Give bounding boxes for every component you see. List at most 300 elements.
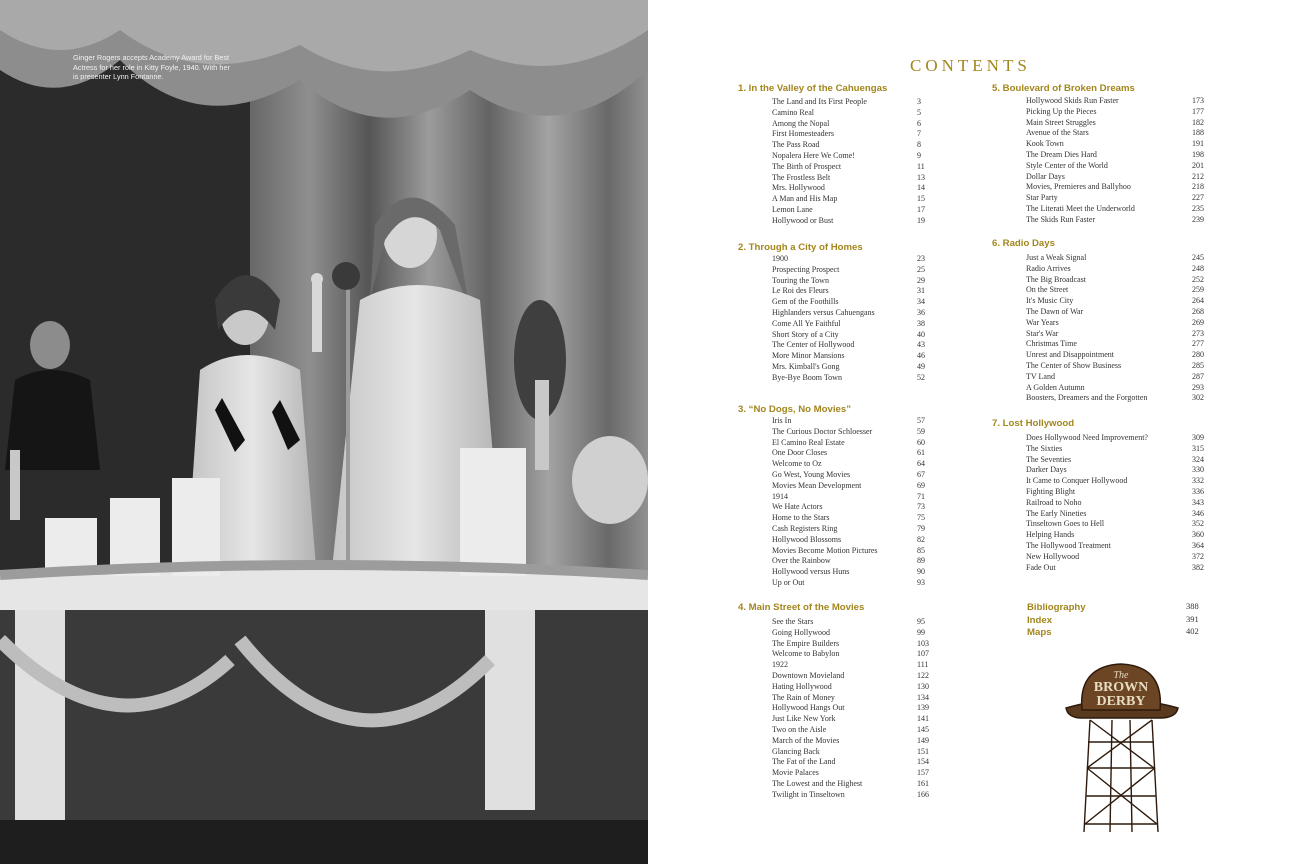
toc-entry-page: 19	[917, 215, 925, 225]
toc-entry[interactable]	[772, 129, 921, 140]
toc-entry[interactable]	[772, 437, 925, 449]
toc-entry-page: 103	[917, 638, 929, 648]
toc-entry-page: 141	[917, 714, 929, 724]
toc-entry-label: Christmas Time	[1026, 339, 1077, 349]
toc-entry[interactable]	[772, 534, 925, 546]
toc-entry-label: Le Roi des Fleurs	[772, 286, 829, 296]
backmatter-item-bibliography[interactable]	[1027, 600, 1199, 613]
section-title: 7. Lost Hollywood	[992, 418, 1075, 429]
toc-entry[interactable]	[772, 480, 925, 492]
toc-entry[interactable]	[772, 264, 925, 276]
toc-entry-label: New Hollywood	[1026, 551, 1080, 561]
toc-entry[interactable]	[1026, 382, 1204, 394]
toc-entry-label: Going Hollywood	[772, 627, 830, 637]
toc-entry[interactable]	[772, 297, 925, 308]
toc-entry-page: 134	[917, 692, 929, 702]
toc-entry-label: 1922	[772, 660, 788, 670]
toc-entry-page: 67	[917, 469, 925, 479]
toc-entry-page: 61	[917, 448, 925, 458]
section-entries	[772, 416, 925, 589]
toc-entry[interactable]	[772, 318, 925, 330]
toc-entry-label: Iris In	[772, 416, 792, 425]
toc-entry-page: 330	[1192, 465, 1204, 475]
toc-entry[interactable]	[1026, 203, 1204, 215]
toc-entry-label: It's Music City	[1026, 296, 1074, 306]
toc-entry-label: Does Hollywood Need Improvement?	[1026, 433, 1148, 442]
toc-entry[interactable]	[1026, 476, 1204, 487]
toc-entry-page: 252	[1192, 274, 1204, 284]
toc-entry-label: Hollywood versus Huns	[772, 567, 850, 577]
section-entries	[772, 97, 925, 227]
toc-entry[interactable]	[772, 627, 925, 639]
toc-entry-page: 346	[1192, 508, 1204, 518]
toc-entry[interactable]	[772, 724, 929, 736]
toc-entry[interactable]	[1026, 296, 1204, 307]
toc-entry-page: 75	[917, 513, 925, 523]
toc-entry-page: 324	[1192, 454, 1204, 464]
toc-entry-label: The Land and Its First People	[772, 97, 867, 106]
toc-entry[interactable]	[772, 670, 929, 682]
toc-entry-label: Tinseltown Goes to Hell	[1026, 519, 1105, 529]
backmatter-label: Bibliography	[1027, 602, 1086, 613]
toc-entry-page: 59	[917, 426, 925, 436]
toc-entry-page: 309	[1192, 433, 1204, 442]
toc-entry-label: Movie Palaces	[772, 768, 819, 778]
toc-entry-page: 90	[917, 567, 925, 577]
toc-entry-label: 1900	[772, 254, 788, 263]
toc-entry-page: 7	[917, 129, 921, 139]
toc-entry-page: 17	[917, 204, 925, 214]
toc-entry-page: 239	[1192, 214, 1204, 224]
toc-entry-page: 9	[917, 150, 921, 160]
toc-entry[interactable]	[772, 416, 925, 427]
toc-entry[interactable]	[772, 340, 925, 351]
toc-entry[interactable]	[1026, 182, 1204, 193]
toc-entry-label: Dollar Days	[1026, 171, 1065, 181]
toc-entry-page: 25	[917, 264, 925, 274]
toc-entry[interactable]	[1026, 214, 1204, 226]
toc-entry-label: Railroad to Noho	[1026, 497, 1082, 507]
toc-entry-label: Lemon Lane	[772, 204, 813, 214]
toc-entry-label: Radio Arrives	[1026, 263, 1071, 273]
toc-entry-page: 161	[917, 778, 929, 788]
toc-entry-page: 218	[1192, 182, 1204, 192]
toc-entry-label: Downtown Movieland	[772, 670, 845, 680]
toc-entry[interactable]	[1026, 117, 1204, 129]
toc-entry-page: 277	[1192, 339, 1204, 349]
section-title: 5. Boulevard of Broken Dreams	[992, 83, 1135, 94]
toc-entry-label: The Center of Show Business	[1026, 360, 1122, 370]
toc-entry-page: 29	[917, 275, 925, 285]
toc-entry[interactable]	[772, 545, 925, 557]
toc-entry-label: Darker Days	[1026, 465, 1067, 475]
toc-entry-page: 259	[1192, 285, 1204, 295]
toc-entry[interactable]	[1026, 360, 1204, 372]
toc-entry-label: March of the Movies	[772, 735, 840, 745]
toc-entry-page: 43	[917, 340, 925, 350]
backmatter-page: 388	[1186, 601, 1199, 611]
toc-entry-label: Camino Real	[772, 107, 814, 117]
toc-entry[interactable]	[772, 660, 929, 671]
toc-entry[interactable]	[772, 254, 925, 265]
toc-entry-page: 14	[917, 183, 925, 193]
toc-entry-label: Nopalera Here We Come!	[772, 150, 855, 160]
toc-entry-page: 5	[917, 107, 921, 117]
toc-entry[interactable]	[772, 778, 929, 790]
logo-text: DERBY	[1096, 694, 1146, 709]
toc-entry-page: 130	[917, 681, 929, 691]
toc-entry-label: Highlanders versus Cahuengans	[772, 307, 875, 317]
toc-entry-page: 107	[917, 649, 929, 659]
toc-entry-label: The Frostless Belt	[772, 172, 831, 182]
toc-entry-page: 269	[1192, 317, 1204, 327]
toc-entry[interactable]	[1026, 96, 1204, 107]
toc-entry[interactable]	[1026, 393, 1204, 404]
toc-entry-page: 34	[917, 297, 925, 307]
toc-entry-page: 31	[917, 286, 925, 296]
toc-entry[interactable]	[1026, 465, 1204, 476]
logo-text: The	[1113, 670, 1129, 681]
toc-entry-label: Among the Nopal	[772, 118, 830, 128]
toc-entry-page: 151	[917, 746, 929, 756]
toc-entry-page: 13	[917, 172, 925, 182]
toc-entry[interactable]	[772, 757, 929, 768]
toc-entry-label: Welcome to Oz	[772, 459, 822, 469]
toc-entry-page: 57	[917, 416, 925, 425]
toc-entry[interactable]	[1026, 253, 1204, 264]
section-entries	[1026, 433, 1204, 573]
toc-entry[interactable]	[772, 638, 929, 650]
toc-entry[interactable]	[1026, 285, 1204, 296]
toc-entry-label: First Homesteaders	[772, 129, 834, 139]
toc-entry-label: Kook Town	[1026, 139, 1064, 149]
toc-entry-label: One Door Closes	[772, 448, 828, 458]
toc-entry[interactable]	[1026, 508, 1204, 520]
toc-entry-page: 293	[1192, 382, 1204, 392]
toc-entry-page: 245	[1192, 253, 1204, 262]
toc-entry-label: The Center of Hollywood	[772, 340, 855, 350]
toc-entry-label: Over the Rainbow	[772, 556, 831, 566]
toc-entry[interactable]	[772, 161, 925, 173]
toc-entry-label: Star's War	[1026, 328, 1059, 338]
section-entries	[772, 617, 929, 801]
toc-entry[interactable]	[772, 649, 929, 660]
toc-entry[interactable]	[1026, 274, 1204, 286]
toc-entry[interactable]	[772, 735, 929, 747]
toc-entry-label: Twilight in Tinseltown	[772, 789, 845, 799]
toc-entry-page: 122	[917, 670, 929, 680]
toc-entry[interactable]	[1026, 551, 1204, 563]
toc-entry-label: Hollywood Hangs Out	[772, 703, 845, 713]
toc-entry-label: Prospecting Prospect	[772, 264, 840, 274]
toc-entry[interactable]	[772, 307, 925, 319]
toc-entry-page: 201	[1192, 160, 1204, 170]
toc-entry-label: Just a Weak Signal	[1026, 253, 1087, 262]
toc-entry-page: 188	[1192, 128, 1204, 138]
toc-entry-label: Hating Hollywood	[772, 681, 832, 691]
toc-entry[interactable]	[772, 183, 925, 194]
toc-entry-label: Movies, Premieres and Ballyhoo	[1026, 182, 1131, 192]
toc-entry-label: Welcome to Babylon	[772, 649, 840, 659]
toc-entry-page: 71	[917, 491, 925, 501]
toc-entry[interactable]	[772, 502, 925, 513]
toc-entry-page: 149	[917, 735, 929, 745]
toc-entry[interactable]	[772, 459, 925, 470]
toc-entry-label: The Birth of Prospect	[772, 161, 842, 171]
toc-entry-label: The Literati Meet the Underworld	[1026, 203, 1135, 213]
toc-entry[interactable]	[1026, 519, 1204, 530]
toc-entry[interactable]	[772, 681, 929, 693]
toc-entry-label: The Skids Run Faster	[1026, 214, 1096, 224]
toc-entry-page: 364	[1192, 540, 1204, 550]
section-title: 2. Through a City of Homes	[738, 242, 863, 253]
section-title: 4. Main Street of the Movies	[738, 602, 865, 613]
photo-caption: Ginger Rogers accepts Academy Award for Best Actress for her role in Kitty Foyle, 1940. With her is presenter Lynn Fontanne.	[73, 53, 230, 82]
toc-entry-label: Fade Out	[1026, 562, 1056, 572]
toc-entry-page: 248	[1192, 263, 1204, 273]
toc-entry-label: Glancing Back	[772, 746, 820, 756]
section-title: 3. “No Dogs, No Movies”	[738, 404, 852, 415]
toc-entry[interactable]	[1026, 497, 1204, 509]
toc-entry-label: The Rain of Money	[772, 692, 835, 702]
toc-entry-page: 111	[917, 660, 929, 670]
backmatter-page: 391	[1186, 613, 1199, 624]
toc-entry-label: Style Center of the World	[1026, 160, 1108, 170]
toc-entry-page: 287	[1192, 371, 1204, 381]
toc-entry-page: 191	[1192, 139, 1204, 149]
toc-entry-page: 15	[917, 194, 925, 204]
toc-entry-label: Gem of the Foothills	[772, 297, 839, 307]
toc-entry-page: 372	[1192, 551, 1204, 561]
toc-entry[interactable]	[772, 215, 925, 227]
toc-entry-page: 36	[917, 307, 925, 317]
toc-entry[interactable]	[772, 448, 925, 459]
toc-entry-label: The Pass Road	[772, 140, 820, 150]
toc-entry[interactable]	[772, 329, 925, 341]
toc-entry-label: A Man and His Map	[772, 194, 838, 204]
toc-entry-label: The Sixties	[1026, 443, 1063, 453]
toc-entry-label: More Minor Mansions	[772, 351, 845, 361]
toc-entry[interactable]	[772, 714, 929, 725]
toc-entry[interactable]	[772, 204, 925, 216]
toc-entry-page: 352	[1192, 519, 1204, 529]
toc-entry[interactable]	[1026, 317, 1204, 329]
toc-entry-page: 268	[1192, 306, 1204, 316]
toc-entry-label: Helping Hands	[1026, 530, 1075, 540]
backmatter-page: 402	[1186, 626, 1199, 637]
toc-entry[interactable]	[772, 567, 925, 578]
toc-entry[interactable]	[772, 140, 921, 151]
toc-entry[interactable]	[772, 361, 925, 373]
toc-entry-page: 145	[917, 724, 929, 734]
backmatter-item-maps[interactable]	[1027, 625, 1199, 639]
toc-entry[interactable]	[772, 351, 925, 362]
toc-entry-label: Picking Up the Pieces	[1026, 106, 1097, 116]
toc-entry-page: 343	[1192, 497, 1204, 507]
toc-entry[interactable]	[772, 692, 929, 704]
toc-entry-page: 264	[1192, 296, 1204, 306]
toc-entry[interactable]	[772, 172, 925, 184]
toc-entry-page: 315	[1192, 443, 1204, 453]
toc-entry-label: Main Street Struggles	[1026, 117, 1096, 127]
toc-entry-page: 227	[1192, 193, 1204, 203]
toc-entry-page: 336	[1192, 486, 1204, 496]
toc-entry-page: 157	[917, 768, 929, 778]
toc-entry[interactable]	[1026, 193, 1204, 204]
toc-entry[interactable]	[1026, 106, 1204, 118]
toc-entry-page: 49	[917, 361, 925, 371]
toc-entry-page: 69	[917, 480, 925, 490]
toc-entry-label: The Big Broadcast	[1026, 274, 1086, 284]
toc-entry-label: The Early Nineties	[1026, 508, 1087, 518]
toc-entry[interactable]	[1026, 263, 1204, 275]
toc-entry[interactable]	[772, 194, 925, 205]
toc-entry-page: 85	[917, 545, 925, 555]
toc-entry-page: 212	[1192, 171, 1204, 181]
toc-entry[interactable]	[772, 789, 929, 801]
toc-entry[interactable]	[772, 372, 925, 384]
toc-entry[interactable]	[1026, 171, 1204, 183]
toc-entry-label: War Years	[1026, 317, 1059, 327]
toc-entry-page: 177	[1192, 106, 1204, 116]
toc-entry[interactable]	[772, 97, 921, 108]
toc-entry-page: 40	[917, 329, 925, 339]
toc-entry-page: 280	[1192, 350, 1204, 360]
toc-entry-page: 64	[917, 459, 925, 469]
toc-entry-label: Touring the Town	[772, 275, 829, 285]
toc-entry-page: 360	[1192, 530, 1204, 540]
toc-entry-page: 23	[917, 254, 925, 263]
toc-entry-page: 52	[917, 372, 925, 382]
section-entries	[772, 254, 925, 384]
toc-entry-label: Cash Registers Ring	[772, 523, 838, 533]
toc-entry[interactable]	[1026, 350, 1204, 361]
backmatter-label: Maps	[1027, 627, 1052, 639]
toc-entry[interactable]	[772, 107, 921, 119]
toc-entry[interactable]	[772, 275, 925, 287]
toc-entry-page: 60	[917, 437, 925, 447]
toc-entry[interactable]	[1026, 149, 1204, 161]
toc-entry[interactable]	[772, 617, 925, 628]
toc-entry-page: 99	[917, 627, 925, 637]
toc-entry[interactable]	[772, 556, 925, 567]
toc-entry-page: 166	[917, 789, 929, 799]
backmatter-label: Index	[1027, 614, 1053, 626]
toc-entry-label: Mrs. Hollywood	[772, 183, 825, 193]
toc-entry[interactable]	[772, 491, 925, 503]
toc-entry-label: See the Stars	[772, 617, 814, 626]
toc-entry[interactable]	[1026, 306, 1204, 318]
toc-entry[interactable]	[772, 746, 929, 758]
toc-entry[interactable]	[1026, 128, 1204, 139]
toc-entry-label: Short Story of a City	[772, 329, 839, 339]
toc-entry[interactable]	[1026, 443, 1204, 455]
toc-entry-page: 332	[1192, 476, 1204, 486]
toc-entry-page: 73	[917, 502, 925, 512]
toc-entry[interactable]	[772, 768, 929, 779]
toc-entry-page: 285	[1192, 360, 1204, 370]
toc-entry-page: 198	[1192, 149, 1204, 159]
toc-entry-label: The Hollywood Treatment	[1026, 540, 1111, 550]
toc-entry[interactable]	[772, 469, 925, 481]
toc-entry-label: The Curious Doctor Schloesser	[772, 426, 873, 436]
toc-entry-label: Movies Become Motion Pictures	[772, 545, 878, 555]
toc-entry-label: The Fat of the Land	[772, 757, 836, 767]
toc-entry[interactable]	[1026, 160, 1204, 172]
toc-entry[interactable]	[772, 286, 925, 297]
backmatter-item-index[interactable]	[1027, 613, 1199, 626]
toc-entry-page: 46	[917, 351, 925, 361]
toc-entry[interactable]	[1026, 562, 1204, 574]
toc-entry-label: Two on the Aisle	[772, 724, 827, 734]
toc-entry-page: 95	[917, 617, 925, 626]
toc-entry-page: 235	[1192, 203, 1204, 213]
toc-entry-page: 93	[917, 577, 925, 587]
section-entries	[1026, 253, 1204, 404]
toc-entry-page: 8	[917, 140, 921, 150]
toc-entry-page: 154	[917, 757, 929, 767]
toc-entry[interactable]	[772, 513, 925, 524]
toc-entry-page: 182	[1192, 117, 1204, 127]
toc-entry-label: The Seventies	[1026, 454, 1072, 464]
toc-entry[interactable]	[1026, 454, 1204, 466]
toc-entry-label: Just Like New York	[772, 714, 836, 724]
toc-entry-label: Go West, Young Movies	[772, 469, 851, 479]
toc-entry[interactable]	[1026, 328, 1204, 340]
toc-entry[interactable]	[1026, 371, 1204, 383]
toc-entry-label: It Came to Conquer Hollywood	[1026, 476, 1128, 486]
toc-entry-label: Home to the Stars	[772, 513, 830, 523]
toc-entry-label: Mrs. Kimball's Gong	[772, 361, 840, 371]
toc-entry-page: 139	[917, 703, 929, 713]
toc-entry[interactable]	[1026, 433, 1204, 444]
toc-entry-label: On the Street	[1026, 285, 1069, 295]
toc-entry-page: 302	[1192, 393, 1204, 403]
toc-entry-page: 82	[917, 534, 925, 544]
toc-entry[interactable]	[1026, 139, 1204, 150]
toc-entry-label: Unrest and Disappointment	[1026, 350, 1114, 360]
toc-entry[interactable]	[772, 523, 925, 535]
toc-entry[interactable]	[772, 703, 929, 714]
toc-entry-label: Come All Ye Faithful	[772, 318, 841, 328]
toc-entry[interactable]	[772, 577, 925, 589]
toc-entry-label: Star Party	[1026, 193, 1058, 203]
toc-entry-label: El Camino Real Estate	[772, 437, 845, 447]
section-title: 1. In the Valley of the Cahuengas	[738, 83, 888, 94]
section-entries	[1026, 96, 1204, 226]
toc-entry[interactable]	[772, 150, 921, 162]
backmatter-list	[1027, 600, 1199, 639]
toc-entry[interactable]	[1026, 339, 1204, 350]
toc-entry-label: The Lowest and the Highest	[772, 778, 863, 788]
toc-entry-label: The Dawn of War	[1026, 306, 1084, 316]
toc-entry[interactable]	[772, 118, 921, 130]
toc-entry-label: Movies Mean Development	[772, 480, 862, 490]
toc-entry-label: Fighting Blight	[1026, 486, 1076, 496]
toc-entry-page: 273	[1192, 328, 1204, 338]
toc-entry[interactable]	[1026, 540, 1204, 552]
toc-entry-label: 1914	[772, 491, 788, 501]
toc-entry-page: 173	[1192, 96, 1204, 105]
toc-entry-page: 6	[917, 118, 921, 128]
toc-entry-label: TV Land	[1026, 371, 1055, 381]
toc-entry[interactable]	[1026, 486, 1204, 498]
toc-entry[interactable]	[1026, 530, 1204, 541]
toc-entry[interactable]	[772, 426, 925, 438]
toc-entry-label: Bye-Bye Boom Town	[772, 372, 842, 382]
contents-title: CONTENTS	[910, 56, 1031, 75]
toc-entry-label: Hollywood Blossoms	[772, 534, 842, 544]
